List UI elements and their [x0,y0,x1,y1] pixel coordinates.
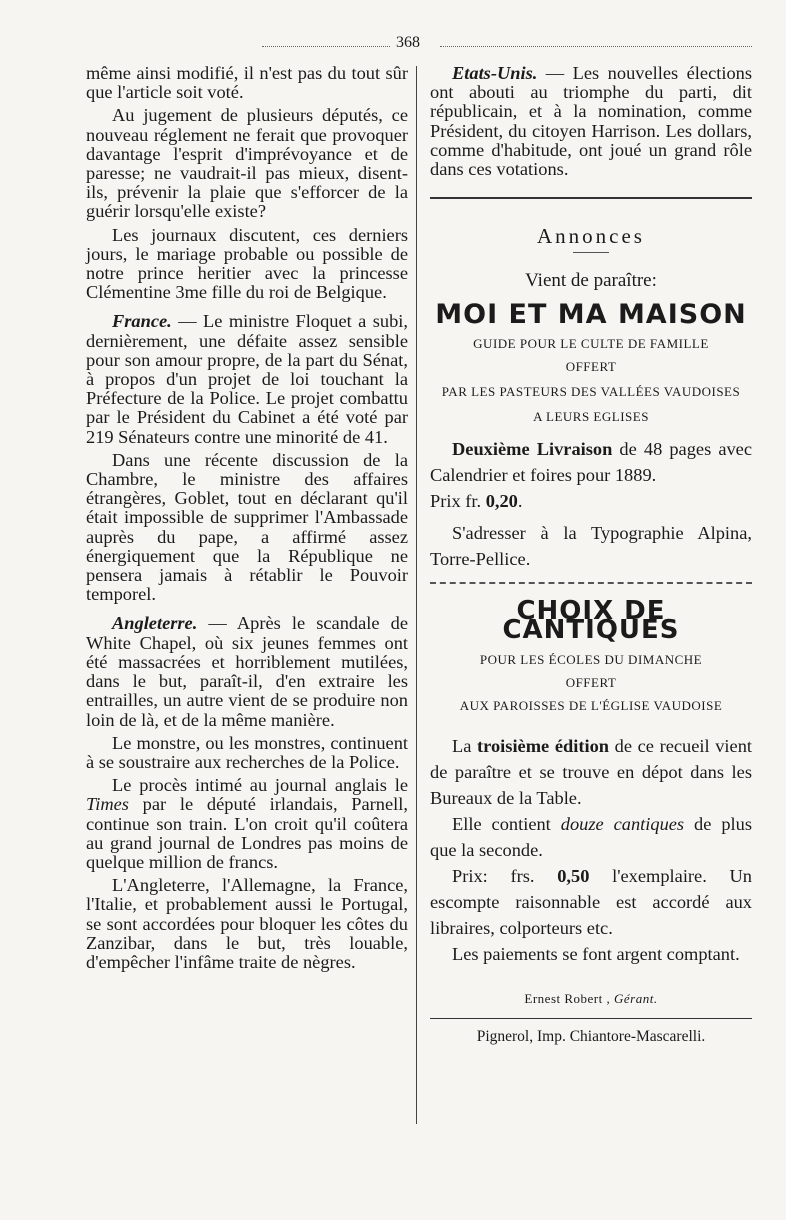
paragraph: Les journaux discutent, ces derniers jours, le mariage probable ou possible de notre prince heritier avec la princesse Clémentine 3me fille du roi de Belgique. [86,224,408,303]
ad2-paroisses: AUX PAROISSES DE L'ÉGLISE VAUDOISE [459,698,723,714]
paragraph-text: — Après le scandale de White Chapel, où six jeunes femmes ont été massacrées et horriblement mutilées, dans le but, paraît-il, d'en extraire les entrailles, un autre vient de se produire non loin de là, et de la même manière. [86,613,408,730]
ad2-paragraph-1 [430,733,752,811]
ad1-pasteurs: PAR LES PASTEURS DES VALLÉES VAUDOISES [441,383,741,399]
paragraph-etats-unis [430,64,752,179]
paragraph: L'Angleterre, l'Allemagne, la France, l'Italie, et probablement aussi le Portugal, se sont accordées pour bloquer les côtes du Zanzibar, dans le but, très louable, d'empêcher l'infâme traite de nègres. [86,875,408,972]
ad2-cantiques: douze cantiques [560,814,685,835]
ad1-livraison [430,436,752,488]
paragraph-text: de ce recueil vient de paraître et se trouve en dépot dans les Bureaux de la Table. [430,736,752,809]
ad1-adresse: S'adresser à la Typographie Alpina, Torre-Pellice. [430,522,752,569]
paragraph-text: — Le ministre Floquet a subi, dernièrement, une défaite assez sensible pour son amour propre, de la part du Sénat, à propos d'un projet de loi touchant la Préfecture de la Police. Le projet combattu par le Président du Cabinet a été voté par 219 Sénateurs contre une minorité de 41. [86,311,408,447]
paragraph-text: Le procès intimé au journal anglais le [112,775,408,796]
ad2-paragraph-4: Les paiements se font argent comptant. [452,944,740,965]
paragraph-text: La [452,736,478,757]
ad2-edition: troisième édition [477,736,609,757]
ad1-prix-value: 0,20 [485,490,518,511]
paragraph: Au jugement de plusieurs députés, ce nouveau réglement ne ferait que provoquer davantage l'esprit d'imprévoyance et de paresse; ne vaudrait-il pas mieux, disent-ils, prévenir la plaie que s'efforcer de la guérir lorsqu'elle existe? [86,105,408,222]
annonces-heading: Annonces [537,224,645,249]
ad2-offert: OFFERT [565,675,617,691]
imprint: Pignerol, Imp. Chiantore-Mascarelli. [476,1028,706,1046]
paragraph: même ainsi modifié, il n'est pas du tout sûr que l'article soit voté. [86,63,408,103]
ad2-title: CHOIX DE CANTIQUES [502,595,680,646]
paragraph-text: par le député irlandais, Parnell, continue son train. L'on croit qu'il coûtera au grand journal de Londres pas moins de quelque million de francs. [86,794,408,872]
ad1-eglises: A LEURS EGLISES [533,408,649,424]
paragraph-text: de plus que la seconde. [430,814,752,861]
paragraph-france [86,312,408,446]
ad1-title: MOI ET MA MAISON [435,298,747,330]
paragraph: Le monstre, ou les monstres, continuent à se soustraire aux recherches de la Police. [86,732,408,772]
ad1-subtitle: GUIDE POUR LE CULTE DE FAMILLE [473,335,709,351]
ad1-prix-end: . [517,490,523,511]
signature-separator: , [602,991,614,1007]
paragraph-angleterre [86,614,408,729]
paragraph-text: l'exemplaire. Un escompte raisonnable est accordé aux libraires, colporteurs etc. [430,866,752,939]
ad2-subtitle: POUR LES ÉCOLES DU DIMANCHE [479,652,703,668]
ad1-livraison-bold: Deuxième Livraison [452,438,613,459]
small-rule [573,252,609,253]
page-number: 368 [396,34,420,51]
header-rule-left [262,46,390,47]
section-rule [430,197,752,199]
ad1-prix-label: Prix fr. [430,490,486,511]
paragraph-text: de 48 pages avec Calendrier et foires pour 1889. [430,438,753,485]
ad2-paragraph-2 [430,811,752,863]
paragraph-text: Elle contient [452,814,561,835]
page-header [0,32,786,56]
ad2-prix-value: 0,50 [557,866,590,887]
signature-role: Gérant. [614,991,658,1007]
footer-rule [430,1018,752,1019]
right-column [430,64,752,1047]
ad2-paragraph-3 [430,863,752,941]
paragraph-text: Prix: frs. [452,866,558,887]
column-divider [416,66,417,1124]
newspaper-name: Times [86,794,129,815]
ad1-prix [430,488,752,514]
paragraph: Dans une récente discussion de la Chambre, le ministre des affaires étrangères, Goblet, tout en déclarant qu'il était impossible de supprimer l'Ambassade auprès du pape, a affirmé assez énergiquement que la République ne pensera jamais à rétablir le Pouvoir temporel. [86,449,408,605]
paragraph-times [86,776,408,872]
ad2-body [430,733,752,967]
ad1-body [430,436,752,572]
country-heading-france: France. [112,311,172,332]
signature-name: Ernest Robert [524,991,603,1007]
left-column [86,64,408,976]
ad1-intro: Vient de paraître: [525,270,657,292]
paragraph-text: — Les nouvelles élections ont abouti au triomphe du parti, dit républicain, et à la nomination, comme Président, du citoyen Harrison. Les dollars, comme d'habitude, ont joué un grand rôle dans ces votations. [430,63,752,180]
header-rule-right [440,46,752,47]
country-heading-angleterre: Angleterre. [112,613,198,634]
ad-separator [430,582,752,584]
signature [430,989,752,1008]
country-heading-etats-unis: Etats-Unis. [452,63,538,83]
ad1-offert: OFFERT [565,358,617,374]
